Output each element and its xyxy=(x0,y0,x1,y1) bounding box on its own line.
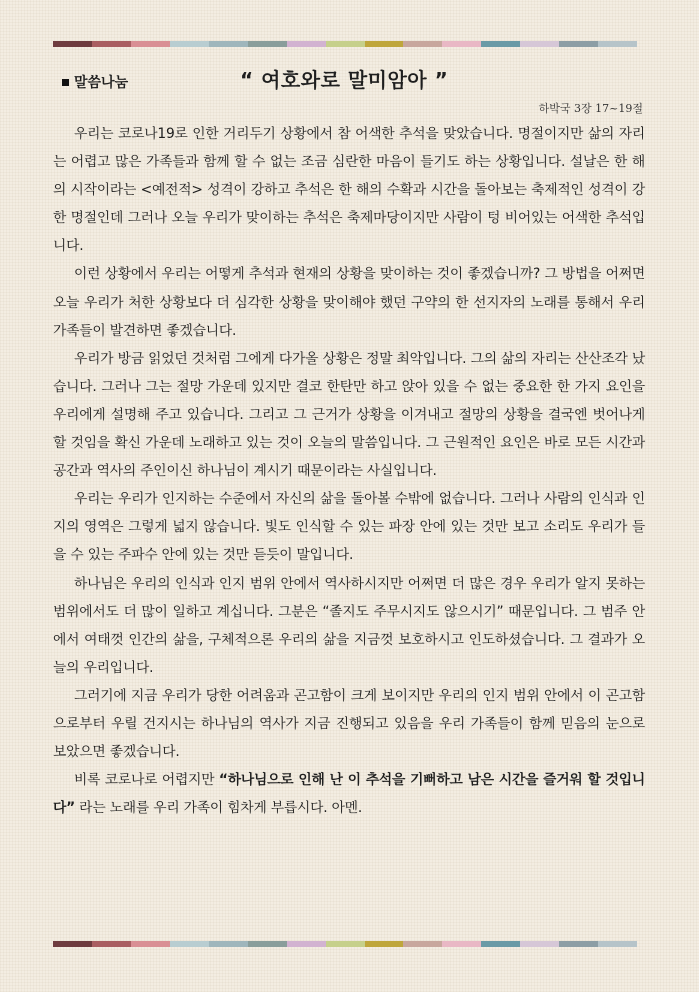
stripe-segment xyxy=(481,941,520,947)
paragraph: 우리는 코로나19로 인한 거리두기 상황에서 참 어색한 추석을 맞았습니다. 명절이지만 삶의 자리는 어렵고 많은 가족들과 함께 할 수 없는 조금 심란한 마음이 들기도 하는 상황입니다. 설날은 한 해의 시작이라는 <예전적> 성격이 강하고 추석은 한 해의 수확과 시간을 돌아보는 축제적인 성격이 강한 명절인데 그러나 오늘 우리가 맞이하는 추석은 축제마당이지만 사람이 텅 비어있는 어색한 추석입니다. xyxy=(53,126,645,255)
paragraph: 하나님은 우리의 인식과 인지 범위 안에서 역사하시지만 어쩌면 더 많은 경우 우리가 알지 못하는 범위에서도 더 많이 일하고 계십니다. 그분은 “졸지도 주무시지도 않으시기” 때문입니다. 그 범주 안에서 여태껏 인간의 삶을, 구체적으론 우리의 삶을 지금껏 보호하시고 인도하셨습니다. 그 결과가 오늘의 우리입니다. xyxy=(53,575,645,676)
stripe-segment xyxy=(442,41,481,47)
paragraph: 이런 상황에서 우리는 어떻게 추석과 현재의 상황을 맞이하는 것이 좋겠습니까? 그 방법을 어쩌면 오늘 우리가 처한 상황보다 더 심각한 상황을 맞이해야 했던 구약의 한 선지자의 노래를 통해서 우리 가족들이 발견하면 좋겠습니다. xyxy=(53,266,645,339)
stripe-segment xyxy=(92,41,131,47)
stripe-segment xyxy=(326,41,365,47)
stripe-segment xyxy=(326,941,365,947)
stripe-segment xyxy=(131,941,170,947)
sermon-body xyxy=(53,120,645,822)
stripe-segment xyxy=(53,41,92,47)
stripe-segment xyxy=(53,941,92,947)
stripe-segment xyxy=(92,941,131,947)
stripe-segment xyxy=(520,941,559,947)
paragraph: 우리는 우리가 인지하는 수준에서 자신의 삶을 돌아볼 수밖에 없습니다. 그러나 사람의 인식과 인지의 영역은 그렇게 넓지 않습니다. 빛도 인식할 수 있는 파장 안에 있는 것만 보고 소리도 우리가 들을 수 있는 주파수 안에 있는 것만 듣듯이 말입니다. xyxy=(53,491,645,564)
stripe-segment xyxy=(209,941,248,947)
stripe-segment xyxy=(170,941,209,947)
stripe-segment xyxy=(559,41,598,47)
section-label-text: 말씀나눔 xyxy=(74,75,129,91)
scripture-reference: 하박국 3장 17~19절 xyxy=(538,102,643,115)
square-bullet-icon xyxy=(62,79,69,86)
stripe-segment xyxy=(598,941,637,947)
stripe-segment xyxy=(170,41,209,47)
stripe-segment xyxy=(481,41,520,47)
closing-quote: “하나님으로 인해 난 이 추석을 기뻐하고 남은 시간을 즐거워 할 것입니다” xyxy=(53,772,645,817)
paragraph: 우리가 방금 읽었던 것처럼 그에게 다가올 상황은 정말 최악입니다. 그의 삶의 자리는 산산조각 났습니다. 그러나 그는 절망 가운데 있지만 결코 한탄만 하고 앉아 있을 수 없는 중요한 한 가지 요인을 우리에게 설명해 주고 있습니다. 그리고 그 근거가 상황을 이겨내고 절망의 상황을 결국엔 벗어나게 할 것임을 확신 가운데 노래하고 있는 것이 오늘의 말씀입니다. 그 근원적인 요인은 바로 모든 시간과 공간과 역사의 주인이신 하나님이 계시기 때문이라는 사실입니다. xyxy=(53,350,645,480)
stripe-segment xyxy=(287,941,326,947)
stripe-segment xyxy=(520,41,559,47)
stripe-segment xyxy=(248,941,287,947)
sermon-title: “ 여호와로 말미암아 ” xyxy=(240,68,449,92)
stripe-segment xyxy=(598,41,637,47)
stripe-segment xyxy=(365,41,404,47)
closing-text-start: 비록 코로나로 어렵지만 xyxy=(74,772,219,789)
stripe-segment xyxy=(403,41,442,47)
stripe-segment xyxy=(365,941,404,947)
section-label xyxy=(62,72,128,92)
stripe-segment xyxy=(287,41,326,47)
stripe-segment xyxy=(248,41,287,47)
closing-paragraph xyxy=(53,766,645,822)
decorative-stripe-top xyxy=(53,41,637,47)
stripe-segment xyxy=(131,41,170,47)
paragraph: 그러기에 지금 우리가 당한 어려움과 곤고함이 크게 보이지만 우리의 인지 범위 안에서 이 곤고함으로부터 우릴 건지시는 하나님의 역사가 지금 진행되고 있음을 우리 가족들이 함께 믿음의 눈으로 보았으면 좋겠습니다. xyxy=(53,687,645,761)
stripe-segment xyxy=(209,41,248,47)
stripe-segment xyxy=(442,941,481,947)
closing-text-end: 라는 노래를 우리 가족이 힘차게 부릅시다. 아멘. xyxy=(75,800,363,817)
decorative-stripe-bottom xyxy=(53,941,637,947)
stripe-segment xyxy=(403,941,442,947)
stripe-segment xyxy=(559,941,598,947)
header xyxy=(62,62,642,92)
